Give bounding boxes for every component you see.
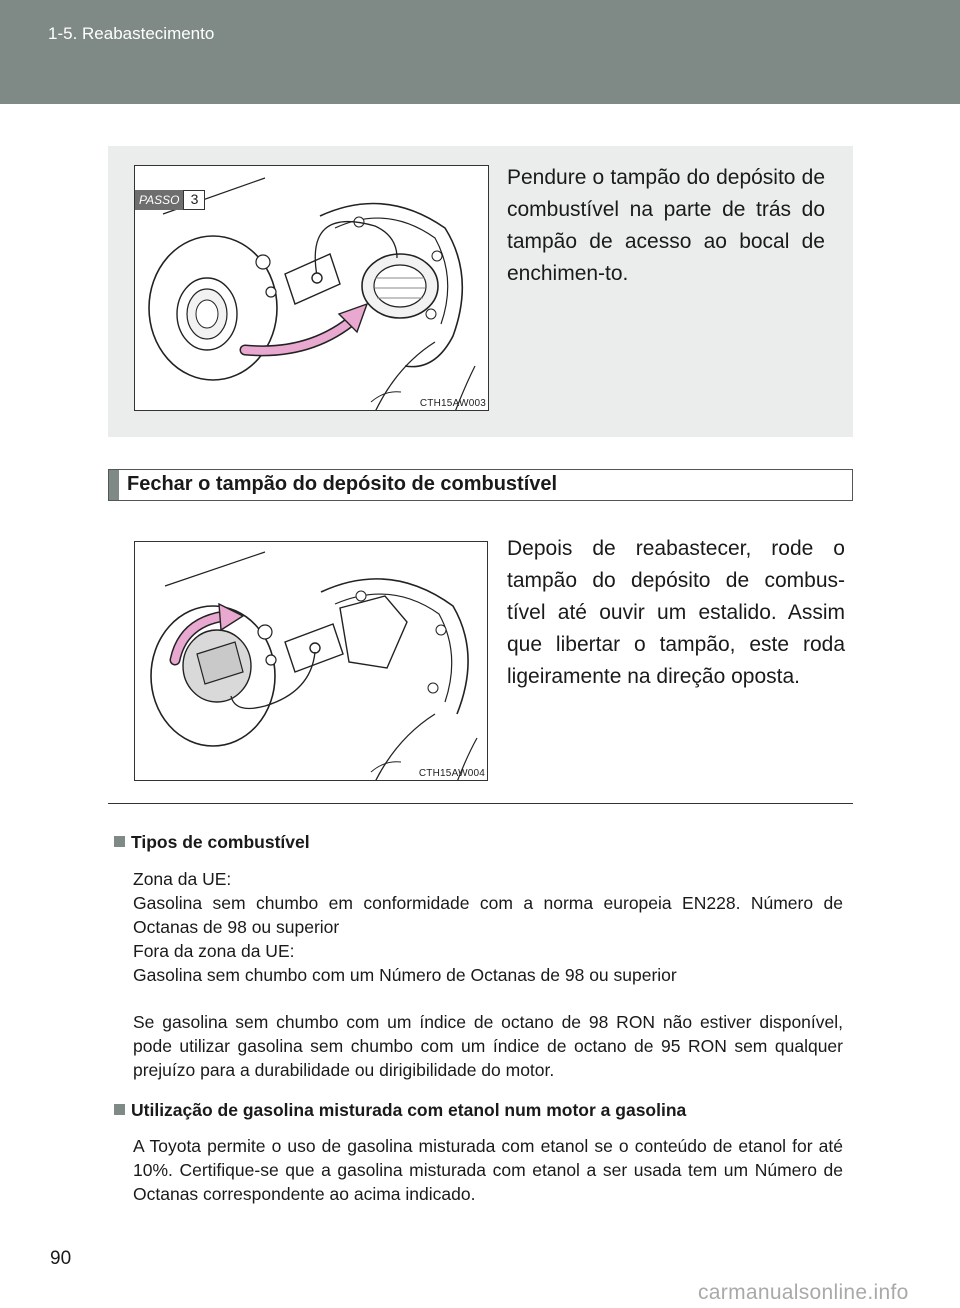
fuel-line: Gasolina sem chumbo com um Número de Octanas de 98 ou superior xyxy=(133,965,677,985)
note-heading-text: Utilização de gasolina misturada com etanol num motor a gasolina xyxy=(131,1100,687,1120)
section-heading xyxy=(108,469,853,501)
note-heading-text: Tipos de combustível xyxy=(131,832,310,852)
square-bullet-icon xyxy=(114,836,125,847)
note-heading-ethanol xyxy=(114,1100,686,1121)
section-heading-text: Fechar o tampão do depósito de combustível xyxy=(127,473,558,495)
figure-code: CTH15AW003 xyxy=(419,398,486,409)
page-number: 90 xyxy=(50,1248,72,1269)
step-3-figure xyxy=(134,165,489,411)
fuel-line: Fora da zona da UE: xyxy=(133,941,295,961)
divider xyxy=(108,803,853,804)
fuel-line: Gasolina sem chumbo em conformidade com a norma europeia EN228. Número de Octanas de 98 ou superior xyxy=(133,893,843,937)
fuel-cap-closing-illustration xyxy=(135,542,488,781)
step-badge xyxy=(135,190,205,210)
note-heading-fuel-types xyxy=(114,832,310,853)
heading-accent-bar xyxy=(109,470,119,500)
step-3-text: Pendure o tampão do depósito de combustível na parte de trás do tampão de acesso ao bocal de enchimen-to. xyxy=(507,166,825,285)
closing-figure xyxy=(134,541,488,781)
figure-code: CTH15AW004 xyxy=(418,768,485,779)
fuel-types-paragraph: Se gasolina sem chumbo com um índice de octano de 98 RON não estiver disponível, pode utilizar gasolina sem chumbo com um índice de octano de 95 RON sem qualquer prejuízo para a durabilidade ou dirigibilidade do motor. xyxy=(133,1012,843,1080)
square-bullet-icon xyxy=(114,1104,125,1115)
section-label: 1-5. Reabastecimento xyxy=(48,24,215,43)
step-3-panel xyxy=(108,146,853,437)
step-badge-word: PASSO xyxy=(135,190,183,210)
closing-text: Depois de reabastecer, rode o tampão do depósito de combus-tível até ouvir um estalido. Assim que libertar o tampão, este roda ligeiramente na direção oposta. xyxy=(507,537,845,688)
watermark: carmanualsonline.info xyxy=(698,1281,909,1304)
page-header xyxy=(0,0,960,104)
fuel-types-lines xyxy=(133,867,843,987)
step-badge-number: 3 xyxy=(183,190,205,210)
ethanol-paragraph: A Toyota permite o uso de gasolina misturada com etanol se o conteúdo de etanol for até 10%. Certifique-se que a gasolina misturada com etanol a ser usada tem um Número de Octanas correspondente ao acima indicado. xyxy=(133,1136,843,1204)
fuel-line: Zona da UE: xyxy=(133,869,232,889)
